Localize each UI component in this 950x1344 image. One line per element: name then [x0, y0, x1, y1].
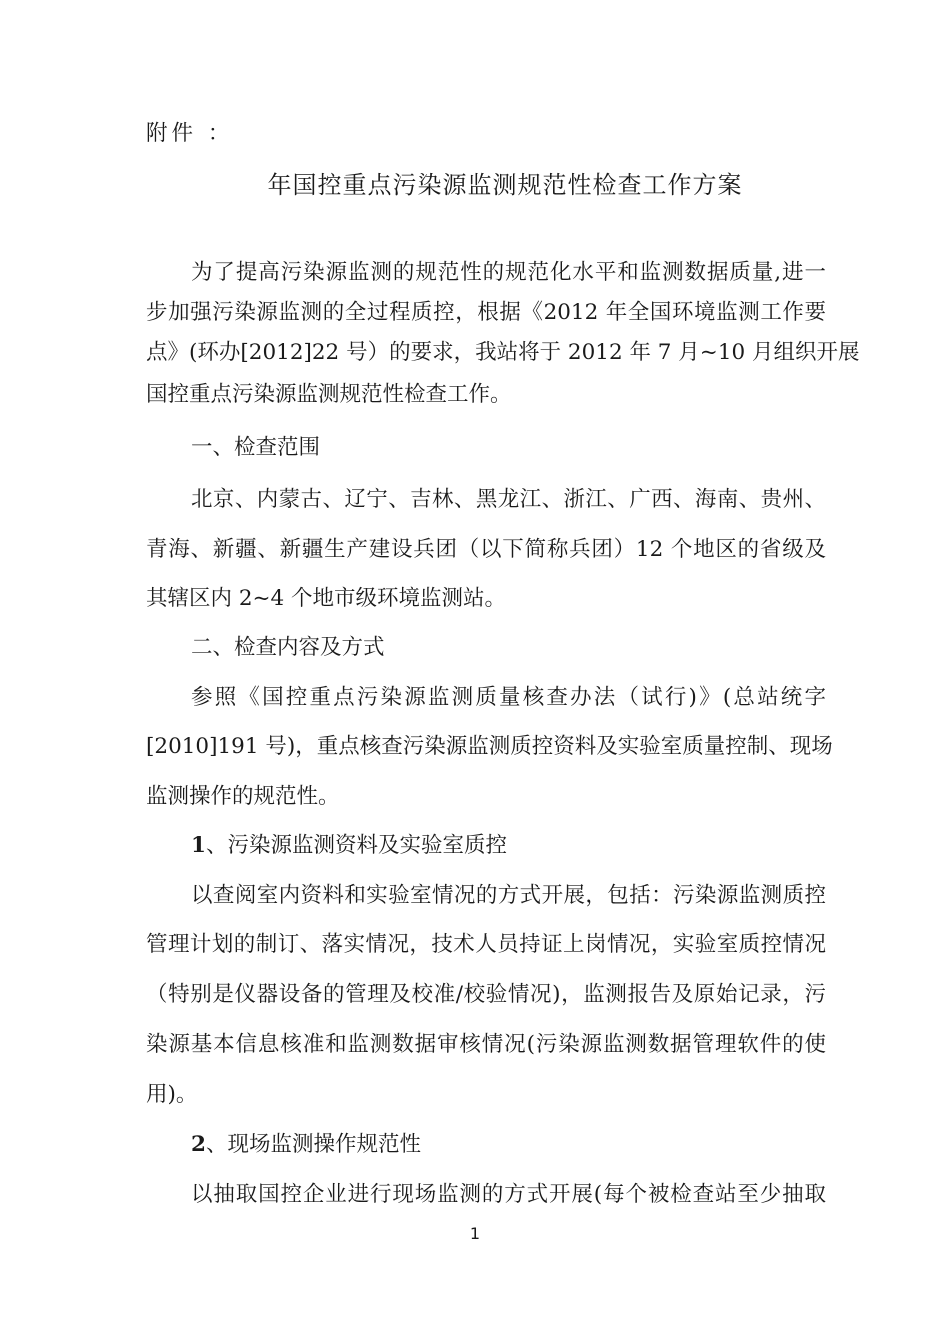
subsection-1-line-1: 以查阅室内资料和实验室情况的方式开展，包括：污染源监测质控	[191, 883, 826, 908]
subsection-1-line-5: 用)。	[146, 1082, 198, 1107]
intro-line-3: 点》(环办[2012]22 号）的要求，我站将于 2012 年 7 月~10 月组织开展	[146, 340, 860, 365]
page-number: 1	[469, 1224, 481, 1243]
document-title: 年国控重点污染源监测规范性检查工作方案	[267, 171, 743, 199]
subsection-2-heading	[191, 1131, 421, 1159]
intro-line-1: 为了提高污染源监测的规范性的规范化水平和监测数据质量,进一	[191, 260, 826, 285]
intro-line-2: 步加强污染源监测的全过程质控，根据《2012 年全国环境监测工作要	[146, 300, 826, 325]
section-1-line-3: 其辖区内 2~4 个地市级环境监测站。	[146, 586, 507, 611]
subsection-1-title: 、污染源监测资料及实验室质控	[205, 833, 507, 858]
subsection-1-number: 1	[191, 833, 206, 858]
section-1-line-1: 北京、内蒙古、辽宁、吉林、黑龙江、浙江、广西、海南、贵州、	[191, 487, 826, 512]
subsection-1-heading	[191, 832, 507, 860]
annex-label: 附件 ：	[146, 121, 234, 146]
subsection-2-line-1: 以抽取国控企业进行现场监测的方式开展(每个被检查站至少抽取	[191, 1182, 826, 1207]
subsection-1-line-3: （特别是仪器设备的管理及校准/校验情况)，监测报告及原始记录，污	[146, 982, 826, 1007]
subsection-1-line-4: 染源基本信息核准和监测数据审核情况(污染源监测数据管理软件的使	[146, 1032, 826, 1057]
intro-line-4: 国控重点污染源监测规范性检查工作。	[146, 382, 512, 407]
subsection-2-number: 2	[191, 1132, 206, 1157]
section-2-line-1: 参照《国控重点污染源监测质量核查办法（试行)》(总站统字	[191, 685, 826, 710]
subsection-2-title: 、现场监测操作规范性	[205, 1132, 421, 1157]
section-2-line-3: 监测操作的规范性。	[146, 784, 340, 809]
section-1-line-2: 青海、新疆、新疆生产建设兵团（以下简称兵团）12 个地区的省级及	[146, 537, 826, 562]
section-2-heading: 二、检查内容及方式	[191, 635, 385, 660]
section-2-line-2: [2010]191 号)，重点核查污染源监测质控资料及实验室质量控制、现场	[146, 734, 833, 759]
section-1-heading: 一、检查范围	[191, 435, 321, 460]
subsection-1-line-2: 管理计划的制订、落实情况，技术人员持证上岗情况，实验室质控情况	[146, 932, 826, 957]
